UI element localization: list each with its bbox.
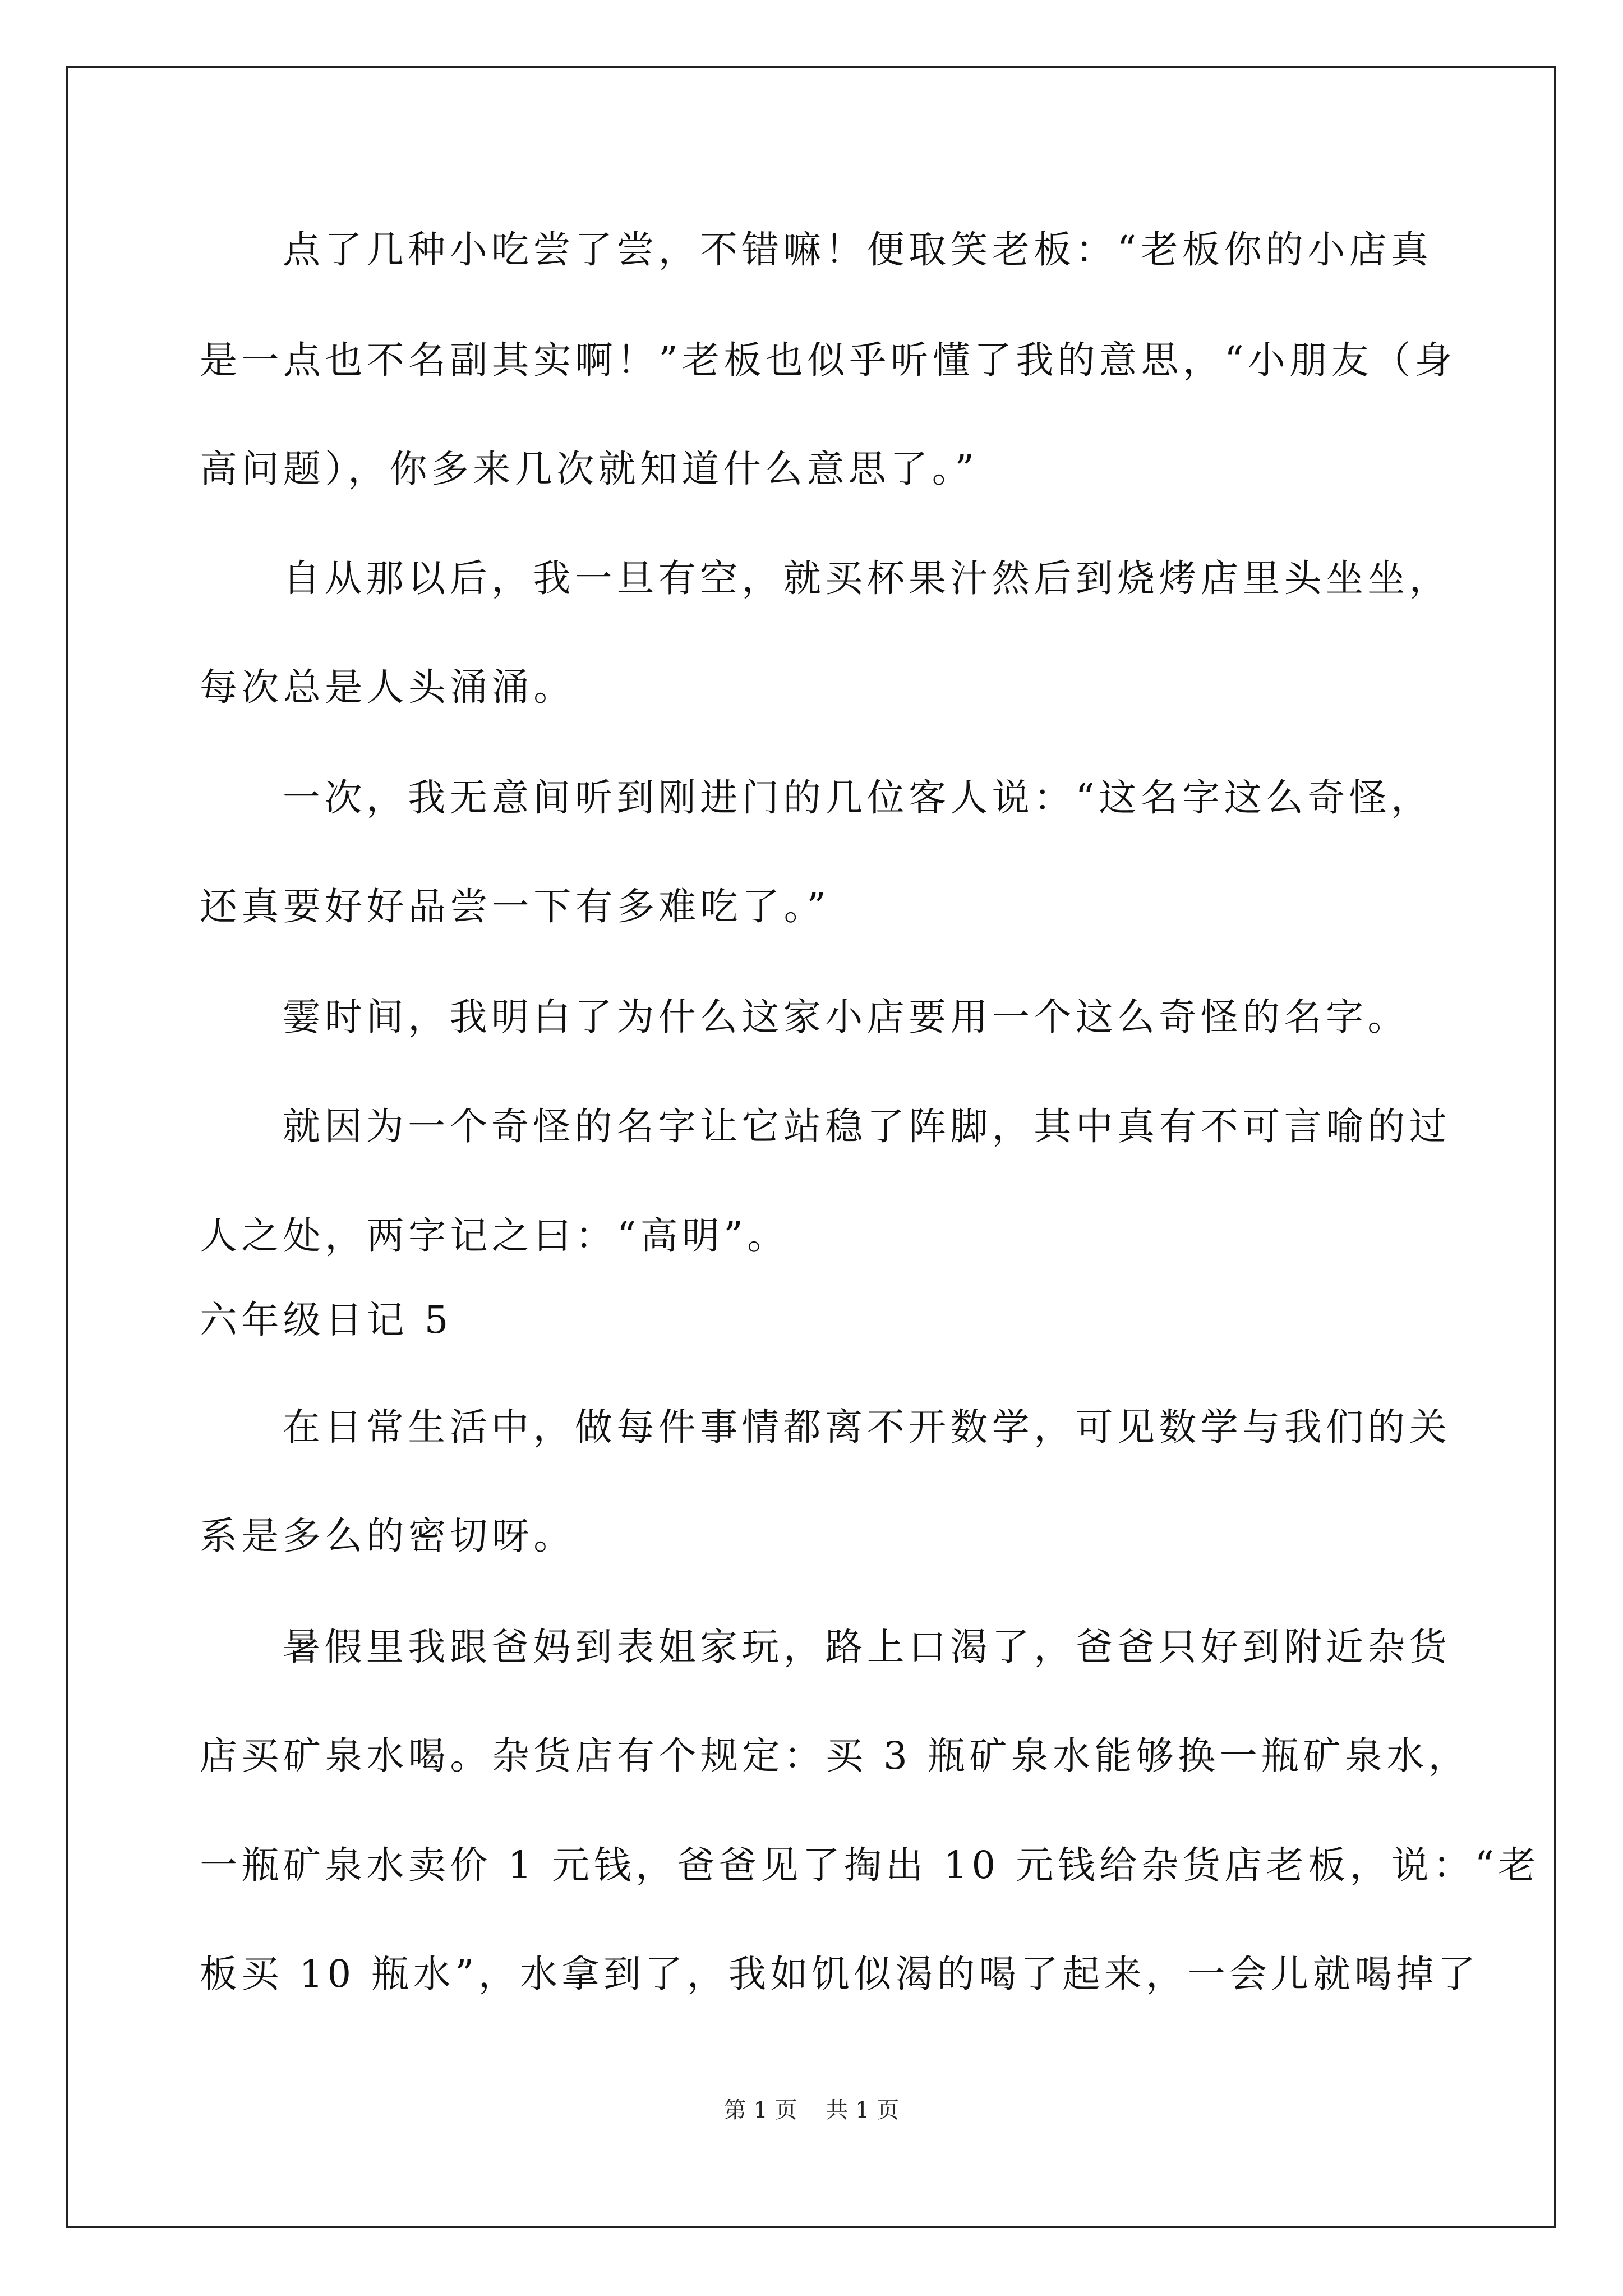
paragraph-line: 店买矿泉水喝。杂货店有个规定：买 3 瓶矿泉水能够换一瓶矿泉水， (200, 1734, 1470, 1778)
section-heading: 六年级日记 5 (200, 1298, 453, 1342)
page-number-footer: 第 1 页 共 1 页 (723, 2097, 900, 2123)
paragraph-line: 暑假里我跟爸妈到表姐家玩，路上口渴了，爸爸只好到附近杂货 (283, 1625, 1451, 1669)
paragraph-line: 人之处，两字记之曰：“高明”。 (200, 1214, 789, 1258)
paragraph-line: 霎时间，我明白了为什么这家小店要用一个这么奇怪的名字。 (283, 995, 1409, 1039)
paragraph-line: 板买 10 瓶水”，水拿到了，我如饥似渴的喝了起来，一会儿就喝掉了 (200, 1952, 1480, 1996)
paragraph-line: 在日常生活中，做每件事情都离不开数学，可见数学与我们的关 (283, 1405, 1451, 1449)
paragraph-line: 是一点也不名副其实啊！”老板也似乎听懂了我的意思，“小朋友（身 (200, 338, 1456, 382)
paragraph-line: 还真要好好品尝一下有多难吃了。” (200, 885, 831, 928)
paragraph-line: 每次总是人头涌涌。 (200, 665, 575, 709)
paragraph-line: 高问题），你多来几次就知道什么意思了。” (200, 447, 979, 491)
paragraph-line: 点了几种小吃尝了尝，不错嘛！便取笑老板：“老板你的小店真 (283, 228, 1433, 272)
paragraph-line: 自从那以后，我一旦有空，就买杯果汁然后到烧烤店里头坐坐， (283, 556, 1451, 600)
paragraph-line: 一次，我无意间听到刚进门的几位客人说：“这名字这么奇怪， (283, 776, 1433, 820)
paragraph-line: 就因为一个奇怪的名字让它站稳了阵脚，其中真有不可言喻的过 (283, 1105, 1451, 1148)
paragraph-line: 一瓶矿泉水卖价 1 元钱，爸爸见了掏出 10 元钱给杂货店老板，说：“老 (200, 1843, 1540, 1887)
paragraph-line: 系是多么的密切呀。 (200, 1514, 575, 1558)
